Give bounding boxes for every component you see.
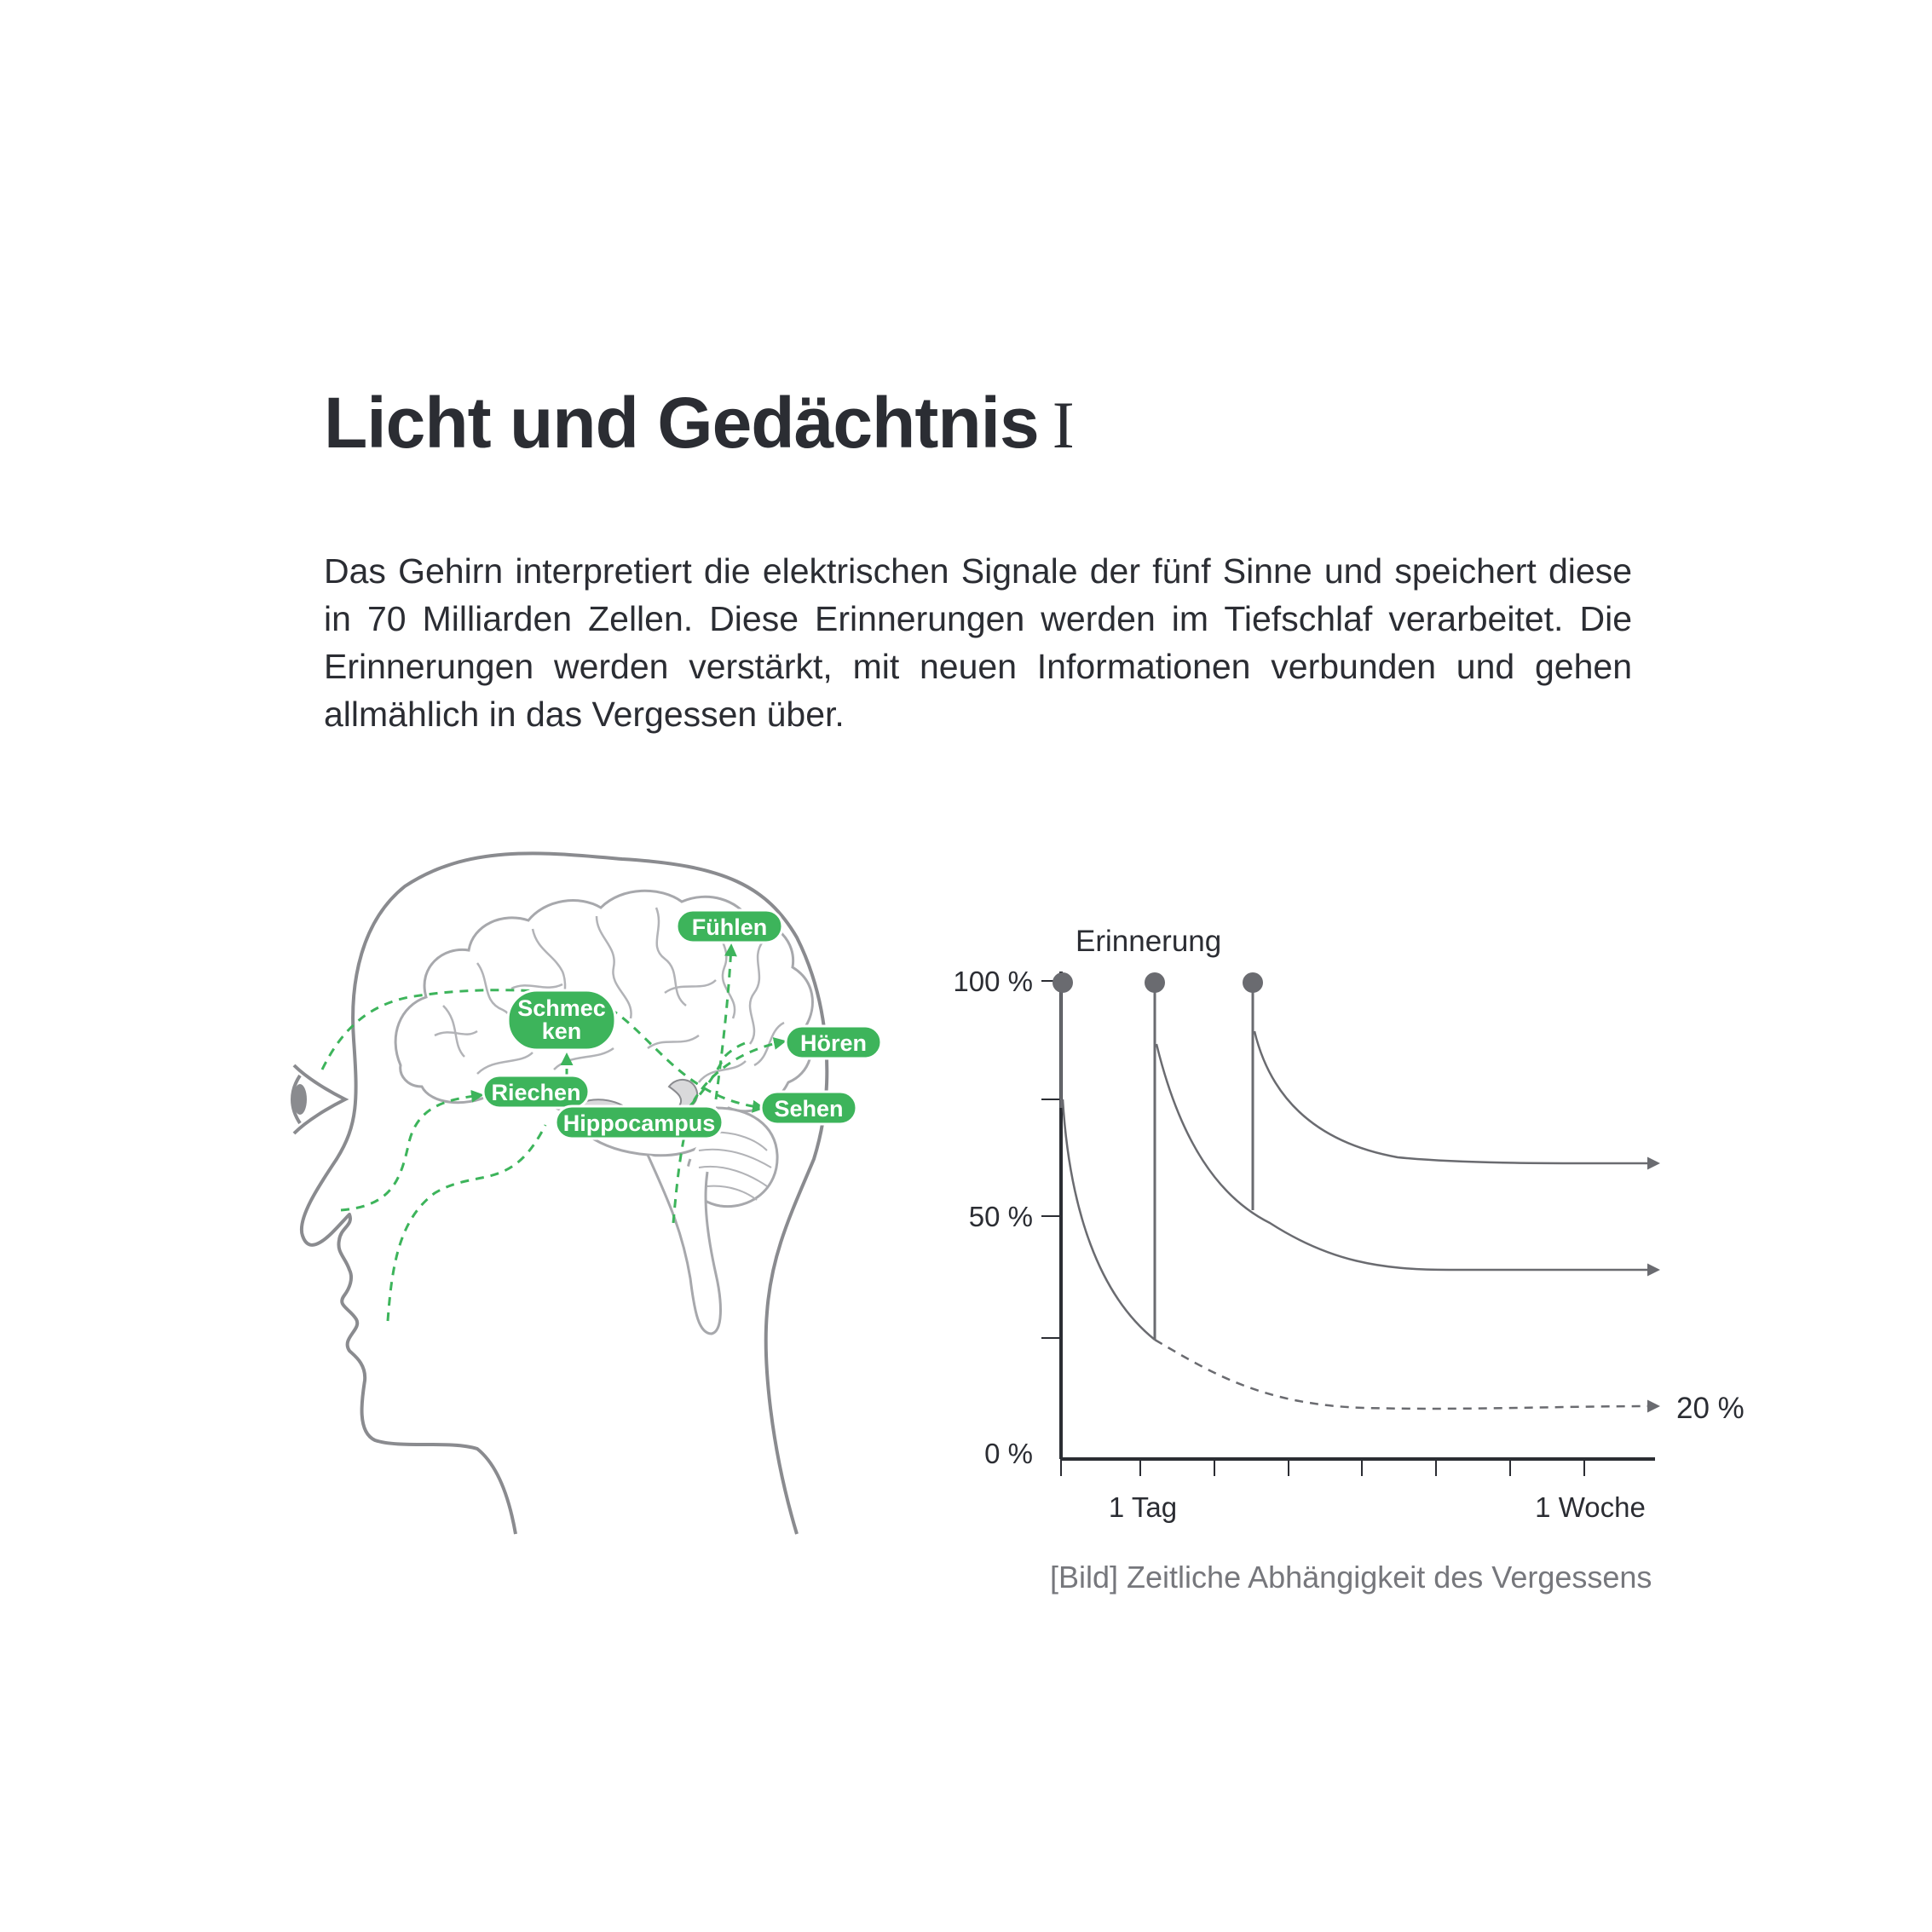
label-riechen-text: Riechen bbox=[491, 1080, 581, 1105]
x-ticks bbox=[1061, 1459, 1584, 1476]
forgetting-chart bbox=[953, 925, 1744, 1523]
label-sehen-text: Sehen bbox=[774, 1096, 844, 1122]
x-tick-label-1-woche: 1 Woche bbox=[1535, 1491, 1646, 1523]
title-numeral: I bbox=[1052, 388, 1074, 462]
curve-1-decay bbox=[1063, 1099, 1155, 1340]
curve-2-decay bbox=[1156, 1044, 1658, 1270]
label-hippocampus bbox=[556, 1106, 723, 1139]
eye-icon bbox=[292, 1065, 345, 1133]
curve-3-start-point bbox=[1243, 972, 1263, 993]
y-tick-label-100: 100 % bbox=[953, 966, 1033, 997]
label-schmecken bbox=[508, 990, 615, 1050]
chart-end-label: 20 % bbox=[1676, 1392, 1745, 1425]
label-hoeren bbox=[786, 1026, 881, 1058]
curve-2-start-point bbox=[1145, 972, 1165, 993]
curve-1-forgetting-dashed bbox=[1155, 1340, 1658, 1409]
head-illustration bbox=[292, 853, 881, 1534]
label-riechen bbox=[483, 1076, 589, 1108]
label-sehen bbox=[761, 1092, 856, 1124]
label-schmecken-line2: ken bbox=[541, 1018, 582, 1044]
y-tick-label-0: 0 % bbox=[984, 1438, 1033, 1469]
label-hippocampus-text: Hippocampus bbox=[562, 1110, 716, 1136]
label-fuehlen-text: Fühlen bbox=[691, 914, 768, 940]
label-hoeren-text: Hören bbox=[799, 1030, 868, 1056]
figure-caption: [Bild] Zeitliche Abhängigkeit des Vergessens bbox=[1050, 1560, 1652, 1595]
label-fuehlen bbox=[677, 910, 782, 943]
y-tick-label-50: 50 % bbox=[968, 1201, 1033, 1232]
chart-y-label: Erinnerung bbox=[1076, 925, 1222, 958]
curve-3-decay bbox=[1254, 1031, 1658, 1163]
x-tick-label-1-tag: 1 Tag bbox=[1108, 1491, 1178, 1523]
curve-1-start-point bbox=[1053, 972, 1073, 993]
title-text: Licht und Gedächtnis bbox=[324, 383, 1039, 463]
label-schmecken-line1: Schmec bbox=[517, 995, 606, 1021]
intro-paragraph: Das Gehirn interpretiert die elektrischen Signale der fünf Sinne und speichert diese in 70 Milliarden Zellen. Diese Erinnerungen werden im Tiefschlaf verarbeitet. Die Erinnerungen werden verstärkt, mit neuen Informationen verbunden und gehen allmählich in das Vergessen über. bbox=[324, 551, 1632, 734]
